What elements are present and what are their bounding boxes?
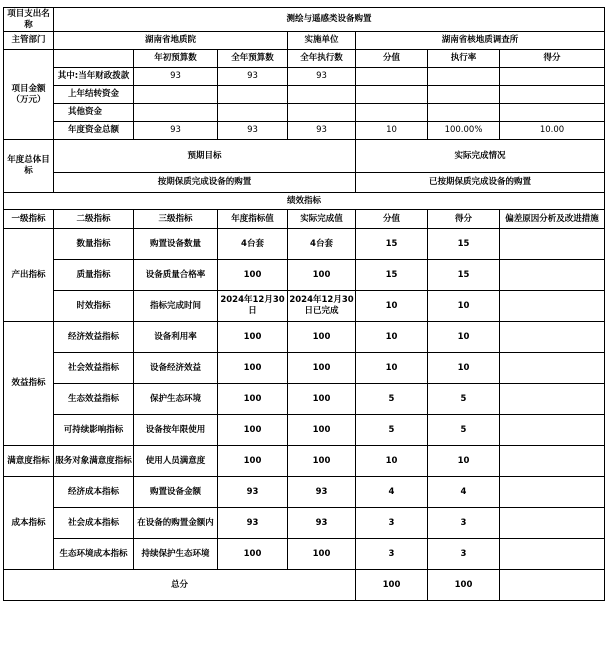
perf-note	[500, 446, 605, 477]
funds-cell: 93	[134, 122, 218, 140]
perf-got: 15	[428, 260, 500, 291]
perf-l2: 经济效益指标	[54, 322, 134, 353]
perf-got: 5	[428, 415, 500, 446]
perf-score: 5	[356, 415, 428, 446]
funds-cell: 93	[288, 68, 356, 86]
dept-label: 主管部门	[4, 32, 54, 50]
performance-table	[3, 7, 605, 601]
perf-actual: 93	[288, 477, 356, 508]
expected-goal-text: 按期保质完成设备的购置	[54, 173, 356, 193]
funds-col-header: 得分	[500, 50, 605, 68]
unit-value: 湖南省核地质调查所	[356, 32, 605, 50]
funds-col-header: 全年执行数	[288, 50, 356, 68]
total-got: 100	[428, 570, 500, 601]
perf-l2: 服务对象满意度指标	[54, 446, 134, 477]
funds-cell	[500, 86, 605, 104]
perf-l2: 质量指标	[54, 260, 134, 291]
perf-l3: 在设备的购置金额内	[134, 508, 218, 539]
perf-note	[500, 539, 605, 570]
goals-label: 年度总体目标	[4, 140, 54, 193]
perf-col-header: 二级指标	[54, 210, 134, 229]
total-label: 总分	[4, 570, 356, 601]
perf-target: 100	[218, 353, 288, 384]
funds-row-label: 其中:当年财政拨款	[54, 68, 134, 86]
funds-cell	[218, 86, 288, 104]
perf-group-label: 成本指标	[4, 477, 54, 570]
perf-l3: 购置设备数量	[134, 229, 218, 260]
funds-row-label: 其他资金	[54, 104, 134, 122]
perf-l3: 购置设备金额	[134, 477, 218, 508]
funds-col-header: 执行率	[428, 50, 500, 68]
funds-blank-header	[54, 50, 134, 68]
funds-cell	[356, 86, 428, 104]
perf-note	[500, 322, 605, 353]
funds-cell: 93	[134, 68, 218, 86]
perf-l3: 指标完成时间	[134, 291, 218, 322]
funds-group-label: 项目金额（万元）	[4, 50, 54, 140]
perf-got: 15	[428, 229, 500, 260]
funds-col-header: 全年预算数	[218, 50, 288, 68]
perf-actual: 100	[288, 539, 356, 570]
perf-target: 100	[218, 260, 288, 291]
perf-score: 10	[356, 353, 428, 384]
funds-cell	[500, 68, 605, 86]
perf-col-header: 实际完成值	[288, 210, 356, 229]
funds-cell	[356, 68, 428, 86]
perf-actual: 100	[288, 353, 356, 384]
perf-actual: 4台套	[288, 229, 356, 260]
perf-target: 100	[218, 384, 288, 415]
perf-group-label: 满意度指标	[4, 446, 54, 477]
perf-l2: 时效指标	[54, 291, 134, 322]
perf-note	[500, 260, 605, 291]
project-name-value: 测绘与遥感类设备购置	[54, 8, 605, 32]
perf-note	[500, 353, 605, 384]
perf-col-header: 一级指标	[4, 210, 54, 229]
perf-target: 100	[218, 415, 288, 446]
funds-cell: 10.00	[500, 122, 605, 140]
funds-cell	[134, 104, 218, 122]
perf-l3: 设备利用率	[134, 322, 218, 353]
dept-value: 湖南省地质院	[54, 32, 288, 50]
perf-col-header: 偏差原因分析及改进措施	[500, 210, 605, 229]
total-score: 100	[356, 570, 428, 601]
perf-score: 10	[356, 322, 428, 353]
perf-target: 100	[218, 539, 288, 570]
perf-target: 100	[218, 446, 288, 477]
funds-col-header: 年初预算数	[134, 50, 218, 68]
project-name-label: 项目支出名称	[4, 8, 54, 32]
funds-cell: 93	[288, 122, 356, 140]
perf-l2: 生态效益指标	[54, 384, 134, 415]
expected-goal-label: 预期目标	[54, 140, 356, 173]
perf-title: 绩效指标	[4, 193, 605, 210]
perf-l3: 设备按年限使用	[134, 415, 218, 446]
perf-got: 3	[428, 508, 500, 539]
perf-actual: 100	[288, 384, 356, 415]
perf-l2: 数量指标	[54, 229, 134, 260]
performance-table-sheet	[3, 7, 604, 639]
perf-score: 10	[356, 291, 428, 322]
perf-target: 93	[218, 477, 288, 508]
funds-cell	[218, 104, 288, 122]
funds-cell: 100.00%	[428, 122, 500, 140]
perf-l2: 生态环境成本指标	[54, 539, 134, 570]
funds-cell	[288, 104, 356, 122]
funds-cell	[500, 104, 605, 122]
perf-l2: 经济成本指标	[54, 477, 134, 508]
perf-score: 4	[356, 477, 428, 508]
perf-note	[500, 291, 605, 322]
funds-row-label: 上年结转资金	[54, 86, 134, 104]
perf-actual: 93	[288, 508, 356, 539]
perf-col-header: 三级指标	[134, 210, 218, 229]
funds-col-header: 分值	[356, 50, 428, 68]
perf-note	[500, 229, 605, 260]
perf-score: 15	[356, 229, 428, 260]
perf-actual: 100	[288, 415, 356, 446]
perf-got: 10	[428, 446, 500, 477]
funds-cell	[134, 86, 218, 104]
perf-l2: 社会效益指标	[54, 353, 134, 384]
perf-note	[500, 415, 605, 446]
funds-cell: 93	[218, 68, 288, 86]
funds-row-label: 年度资金总额	[54, 122, 134, 140]
perf-score: 10	[356, 446, 428, 477]
perf-col-header: 分值	[356, 210, 428, 229]
actual-result-text: 已按期保质完成设备的购置	[356, 173, 605, 193]
perf-col-header: 得分	[428, 210, 500, 229]
unit-label: 实施单位	[288, 32, 356, 50]
perf-got: 10	[428, 353, 500, 384]
perf-l2: 可持续影响指标	[54, 415, 134, 446]
perf-actual: 100	[288, 260, 356, 291]
funds-cell: 10	[356, 122, 428, 140]
perf-target: 93	[218, 508, 288, 539]
funds-cell: 93	[218, 122, 288, 140]
perf-l3: 设备经济效益	[134, 353, 218, 384]
perf-target: 4台套	[218, 229, 288, 260]
total-note	[500, 570, 605, 601]
perf-score: 3	[356, 508, 428, 539]
perf-note	[500, 384, 605, 415]
perf-l3: 使用人员满意度	[134, 446, 218, 477]
perf-got: 3	[428, 539, 500, 570]
perf-group-label: 效益指标	[4, 322, 54, 446]
funds-cell	[428, 86, 500, 104]
perf-l2: 社会成本指标	[54, 508, 134, 539]
perf-note	[500, 477, 605, 508]
perf-target: 100	[218, 322, 288, 353]
perf-col-header: 年度指标值	[218, 210, 288, 229]
funds-cell	[428, 68, 500, 86]
funds-cell	[356, 104, 428, 122]
funds-cell	[428, 104, 500, 122]
perf-l3: 设备质量合格率	[134, 260, 218, 291]
perf-note	[500, 508, 605, 539]
perf-score: 5	[356, 384, 428, 415]
perf-target: 2024年12月30日	[218, 291, 288, 322]
perf-got: 10	[428, 291, 500, 322]
perf-actual: 100	[288, 446, 356, 477]
perf-got: 10	[428, 322, 500, 353]
perf-got: 5	[428, 384, 500, 415]
perf-score: 3	[356, 539, 428, 570]
funds-cell	[288, 86, 356, 104]
perf-group-label: 产出指标	[4, 229, 54, 322]
perf-score: 15	[356, 260, 428, 291]
perf-actual: 2024年12月30日已完成	[288, 291, 356, 322]
perf-actual: 100	[288, 322, 356, 353]
perf-l3: 保护生态环境	[134, 384, 218, 415]
actual-result-label: 实际完成情况	[356, 140, 605, 173]
perf-got: 4	[428, 477, 500, 508]
perf-l3: 持续保护生态环境	[134, 539, 218, 570]
